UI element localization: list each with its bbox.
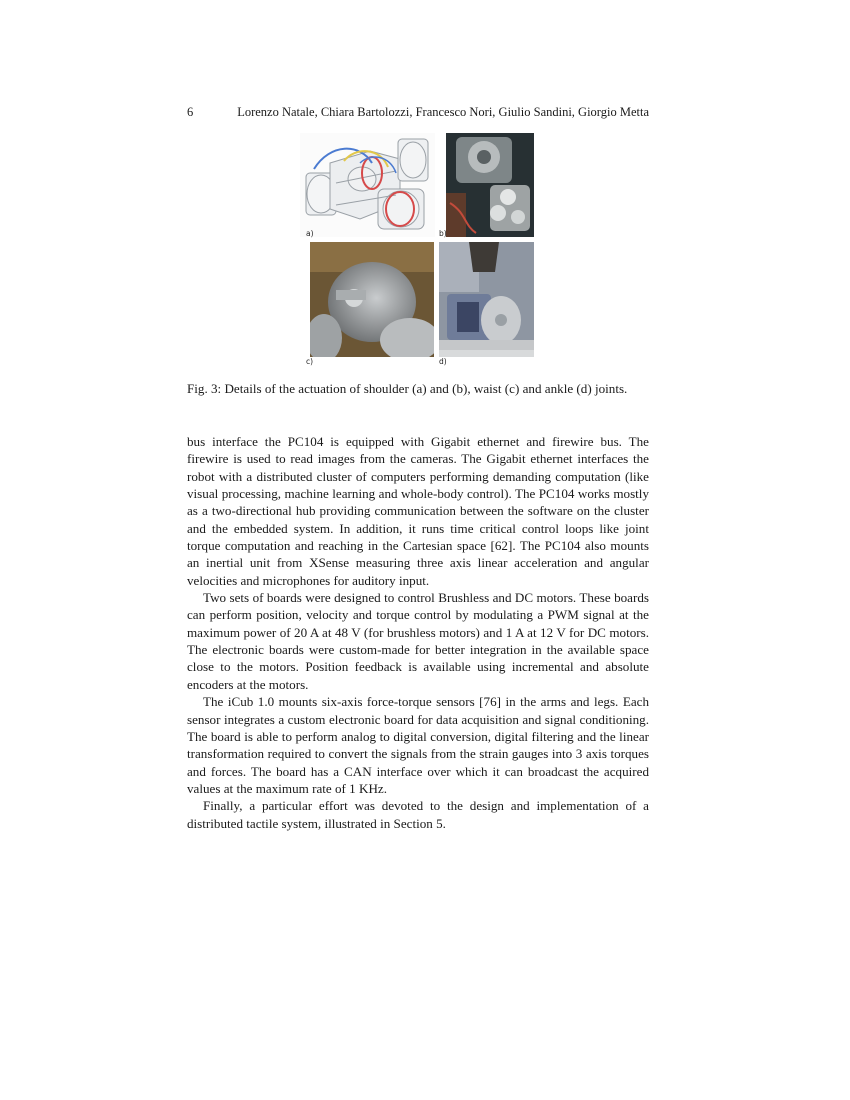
running-header [187,105,649,123]
paragraph: bus interface the PC104 is equipped with Gigabit ethernet and firewire bus. The firewire is used to read images from the cameras. The Gigabit ethernet interfaces the robot with a distributed cluster of computers performing demanding computation (like visual processing, machine learning and whole-body control). The PC104 works mostly as a two-directional hub providing communication between the software on the cluster and the embedded system. In addition, it runs time critical control loops like joint torque computation and reaching in the Cartesian space [62]. The PC104 also mounts an inertial unit from XSense measuring three axis linear acceleration and angular velocities and microphones for auditory input. [187,434,649,588]
body-text [187,433,649,832]
figure-panel-a-shoulder-cad [300,133,435,237]
paragraph: The iCub 1.0 mounts six-axis force-torque sensors [76] in the arms and legs. Each sensor integrates a custom electronic board for data acquisition and signal conditioning. The board is able to perform analog to digital conversion, digital filtering and the linear transformation required to convert the signals from the strain gauges into 3 axis torques and forces. The board has a CAN interface over which it can broadcast the acquired values at the maximum rate of 1 KHz. [187,694,649,796]
panel-label-b: b) [439,229,447,238]
panel-label-a: a) [306,229,314,238]
paragraph: Finally, a particular effort was devoted to the design and implementation of a distributed tactile system, illustrated in Section 5. [187,798,649,831]
figure-panel-d-ankle-photo [439,242,534,357]
panel-label-c: c) [306,357,314,366]
figure-caption: Fig. 3: Details of the actuation of shoulder (a) and (b), waist (c) and ankle (d) joints. [187,381,628,396]
figure-panel-b-shoulder-photo [446,133,534,237]
author-list: Lorenzo Natale, Chiara Bartolozzi, Francesco Nori, Giulio Sandini, Giorgio Metta [237,105,649,119]
panel-label-d: d) [439,357,447,366]
page-number: 6 [187,105,194,119]
paragraph: Two sets of boards were designed to control Brushless and DC motors. These boards can perform position, velocity and torque control by modulating a PWM signal at the maximum power of 20 A at 48 V (for brushless motors) and 1 A at 12 V for DC motors. The electronic boards were custom-made for better integration in the available space close to the motors. Position feedback is available using incremental and absolute encoders at the motors. [187,590,649,692]
figure-panel-c-waist-photo [310,242,434,357]
